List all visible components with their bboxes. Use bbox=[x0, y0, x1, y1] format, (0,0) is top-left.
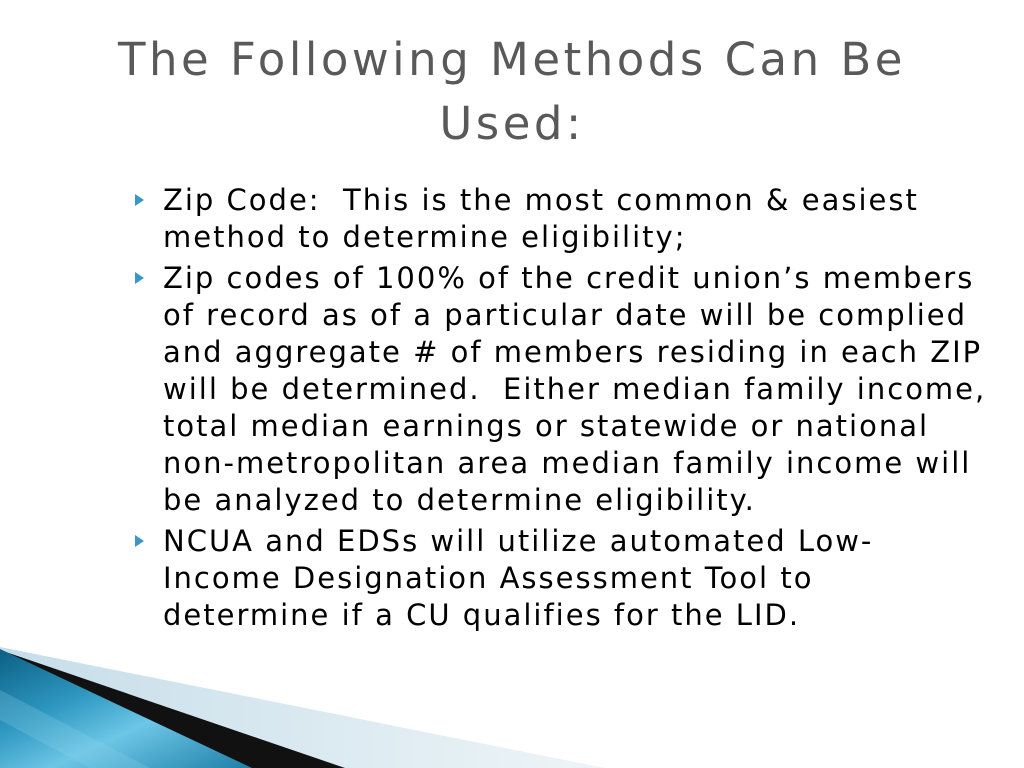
bullet-item bbox=[163, 182, 1008, 256]
bullet-text-line: determine if a CU qualifies for the LID. bbox=[163, 598, 801, 632]
slide-title: The Following Methods Can Be Used: bbox=[118, 33, 906, 150]
bullet-item bbox=[163, 260, 1008, 519]
bullet-text-line: total median earnings or statewide or national bbox=[163, 409, 930, 443]
bullet-list bbox=[163, 182, 1008, 634]
bullet-text-line: Zip codes of 100% of the credit union’s members bbox=[163, 261, 975, 295]
decorative-corner-wave bbox=[0, 640, 640, 768]
right-triangle-bullet-icon bbox=[135, 194, 144, 206]
bullet-text-line: NCUA and EDSs will utilize automated Low- bbox=[163, 524, 874, 558]
right-triangle-bullet-icon bbox=[135, 272, 144, 284]
bullet-item bbox=[163, 523, 1008, 634]
bullet-text-line: Income Designation Assessment Tool to bbox=[163, 561, 814, 595]
right-triangle-bullet-icon bbox=[135, 535, 144, 547]
bullet-text-line: and aggregate # of members residing in each ZIP bbox=[163, 335, 983, 369]
bullet-text-line: will be determined. Either median family income, bbox=[163, 372, 987, 406]
bullet-text-line: of record as of a particular date will be complied bbox=[163, 298, 968, 332]
bullet-text-line: non-metropolitan area median family income will bbox=[163, 446, 972, 480]
bullet-text-line: Zip Code: This is the most common & easiest bbox=[163, 183, 919, 217]
bullet-text-line: be analyzed to determine eligibility. bbox=[163, 483, 756, 517]
bullet-text-line: method to determine eligibility; bbox=[163, 220, 687, 254]
